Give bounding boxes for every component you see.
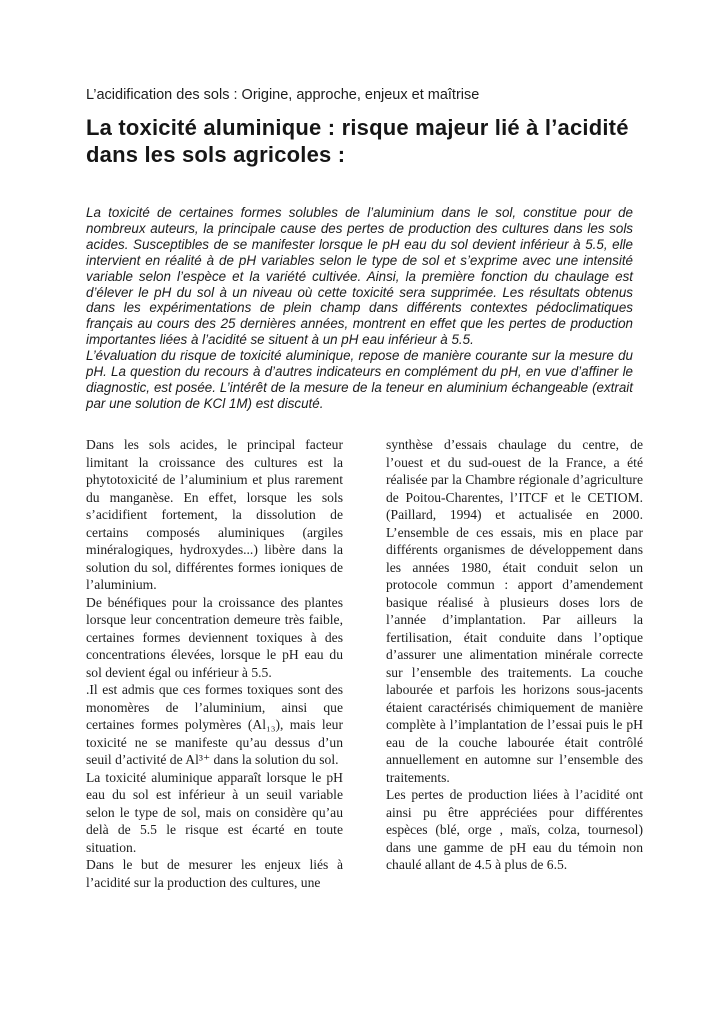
document-header-line: L’acidification des sols : Origine, approche, enjeux et maîtrise: [86, 87, 480, 103]
body-paragraph: synthèse d’essais chaulage du centre, de l’ouest et du sud-ouest de la France, a été réalisée par la Chambre régionale d’agriculture de Poitou-Charentes, l’ITCF et le CETIOM. (Paillard, 1994) et actualisée en 2000. L’ensemble de ces essais, mis en place par différents organismes de développement dans les années 1980, était conduit selon un protocole commun : apport d’amendement basique réalisé à plusieurs doses lors de l’année d’implantation. Par ailleurs la fertilisation, était conduite dans l’optique d’assurer une alimentation minérale correcte sur l’ensemble des traitements. La couche labourée et parfois les horizons sous-jacents étaient caractérisés chimiquement de manière complète à l’implantation de l’essai puis le pH eau de la couche labourée était contrôlé annuellement en automne sur l’ensemble des traitements.: [386, 437, 643, 785]
body-paragraph: La toxicité aluminique apparaît lorsque le pH eau du sol est inférieur à un seuil variable selon le type de sol, mais on considère qu’au delà de 5.5 le risque est écarté en toute situation.: [86, 769, 343, 855]
abstract-section: [86, 205, 633, 412]
abstract-paragraph: La toxicité de certaines formes solubles de l’aluminium dans le sol, constitue pour de nombreux auteurs, la principale cause des pertes de production des cultures dans les sols acides. Susceptibles de se manifester lorsque le pH eau du sol devient inférieur à 5.5, elle intervient en réalité à de pH variables selon le type de sol et s’exprime avec une intensité variable selon l’espèce et la variété cultivée. Ainsi, la première fonction du chaulage est d’élever le pH du sol à un niveau où cette toxicité sera supprimée. Les résultats obtenus dans les expérimentations de plein champ dans différents contextes pédoclimatiques français au cours des 25 dernières années, montrent en effet que les pertes de production importantes liées à l’acidité se situent à un pH eau inférieur à 5.5.: [86, 205, 633, 348]
article-title: [86, 115, 646, 168]
body-left-column: [86, 436, 343, 891]
body-paragraph: Dans les sols acides, le principal facteur limitant la croissance des cultures est la phytotoxicité de l’aluminium et plus rarement du manganèse. En effet, lorsque les sols s’acidifient fortement, la dissolution de certains composés aluminiques (argiles minéralogiques, hydroxydes...) libère dans la solution du sol, différentes formes ioniques de l’aluminium.: [86, 437, 343, 592]
body-paragraph: De bénéfiques pour la croissance des plantes lorsque leur concentration demeure très faible, certaines formes deviennent toxiques à des concentrations élevées, lorsque le pH eau du sol devient égal ou inférieur à 5.5.: [86, 594, 343, 680]
article-title-line-2: dans les sols agricoles :: [86, 141, 346, 167]
body-paragraph: .Il est admis que ces formes toxiques sont des monomères de l’aluminium, ainsi que certaines formes polymères (Al₁₃), mais leur toxicité ne se manifeste qu’au dessus d’un seuil d’activité de Al³⁺ dans la solution du sol.: [86, 682, 343, 767]
article-title-line-1: La toxicité aluminique : risque majeur lié à l’acidité: [86, 115, 629, 140]
body-right-column: [386, 436, 643, 891]
body-paragraph: Les pertes de production liées à l’acidité ont ainsi pu être appréciées pour différentes espèces (blé, orge , maïs, colza, tournesol) dans une gamme de pH eau du témoin non chaulé allant de 4.5 à plus de 6.5.: [386, 787, 643, 872]
body-paragraph: Dans le but de mesurer les enjeux liés à l’acidité sur la production des cultures, une: [86, 857, 343, 890]
abstract-paragraph: L’évaluation du risque de toxicité aluminique, repose de manière courante sur la mesure du pH. La question du recours à d’autres indicateurs en complément du pH, en vue d’affiner le diagnostic, est posée. L’intérêt de la mesure de la teneur en aluminium échangeable (extrait par une solution de KCl 1M) est discuté.: [86, 348, 633, 411]
body-columns: [86, 436, 643, 891]
